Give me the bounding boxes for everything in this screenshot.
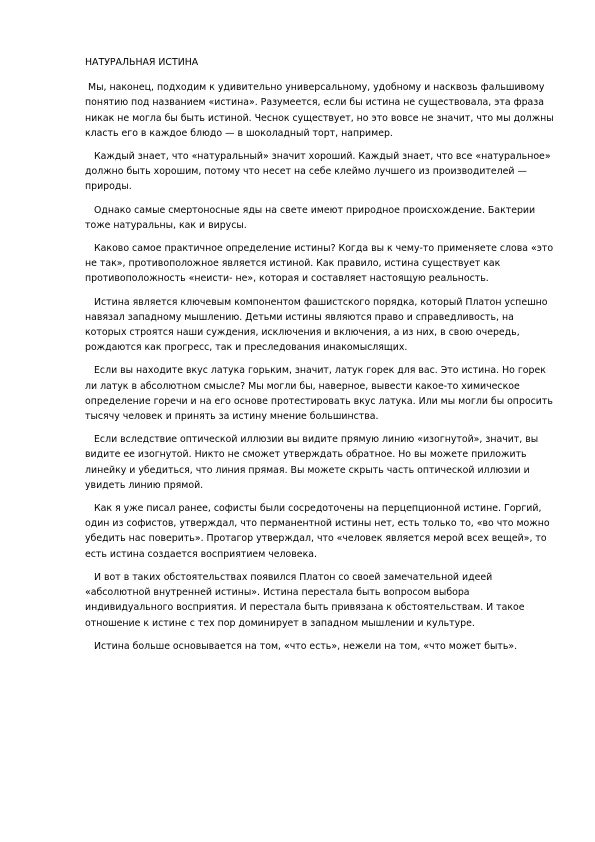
paragraph-3: Однако самые смертоносные яды на свете имеют природное происхождение. Бактерии тоже натуральны, как и вирусы. xyxy=(85,204,536,231)
paragraph-6: Если вы находите вкус латука горьким, значит, латук горек для вас. Это истина. Но горек ли латук в абсолютном смысле? Мы могли бы, наверное, вывести какое-то химическое определение горечи и на его основе протестировать вкус латука. Или мы могли бы опросить тысячу человек и принять за истину мнение большинства. xyxy=(85,365,553,423)
paragraph-2: Каждый знает, что «натуральный» значит хороший. Каждый знает, что все «натуральное» должно быть хорошим, потому что несет на себе клеймо лучшего из производителей — природы. xyxy=(85,151,551,193)
document-body xyxy=(85,55,555,662)
paragraph-8: Как я уже писал ранее, софисты были сосредоточены на перцепционной истине. Горгий, один из софистов, утверждал, что перманентной истины нет, есть только то, «во что можно убедить нас поверить». Протагор утверждал, что «человек является мерой всех вещей», то есть истина создается восприятием человека. xyxy=(85,503,550,560)
paragraph-7: Если вследствие оптической иллюзии вы видите прямую линию «изогнутой», значит, вы видите ее изогнутой. Никто не сможет утверждать обратное. Но вы можете приложить линейку и убедиться, что линия прямая. Вы можете скрыть часть оптической иллюзии и увидеть линию прямой. xyxy=(85,434,539,491)
paragraph-5: Истина является ключевым компонентом фашистского порядка, который Платон успешно навязал западному мышлению. Детьми истины являются право и справедливость, на которых строятся наши суждения, исключения и включения, а из них, в свою очередь, рождаются как прогресс, так и преследования инакомыслящих. xyxy=(85,296,548,354)
paragraph-9: И вот в таких обстоятельствах появился Платон со своей замечательной идеей «абсолютной внутренней истины». Истина перестала быть вопросом выбора индивидуального восприятия. И перестала быть привязана к обстоятельствам. И такое отношение к истине с тех пор доминирует в западном мышлении и культуре. xyxy=(85,571,525,629)
document-title: НАТУРАЛЬНАЯ ИСТИНА xyxy=(85,57,199,68)
paragraph-10: Истина больше основывается на том, «что есть», нежели на том, «что может быть». xyxy=(94,640,518,652)
paragraph-4: Каково самое практичное определение истины? Когда вы к чему-то применяете слова «это не так», противоположное является истиной. Как правило, истина существует как противоположность «неисти- не», которая и составляет настоящую реальность. xyxy=(85,243,554,285)
paragraph-1: Мы, наконец, подходим к удивительно универсальному, удобному и насквозь фальшивому понятию под названием «истина». Разумеется, если бы истина не существовала, эта фраза никак не могла бы быть истиной. Чеснок существует, но это вовсе не значит, что мы должны класть его в каждое блюдо — в шоколадный торт, например. xyxy=(85,82,554,139)
